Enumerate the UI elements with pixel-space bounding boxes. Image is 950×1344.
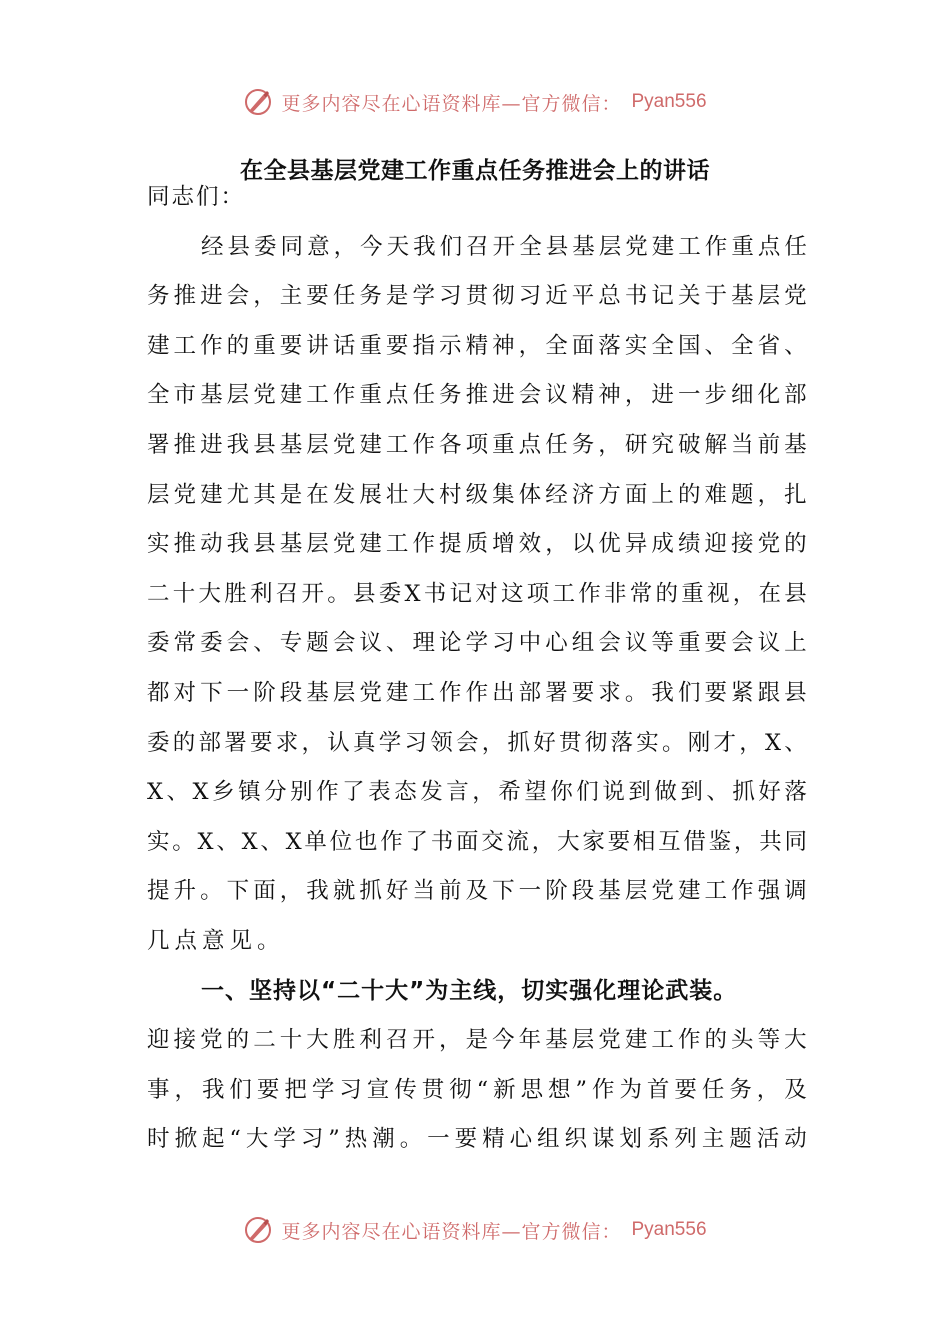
document-title: 在全县基层党建工作重点任务推进会上的讲话 xyxy=(240,158,710,184)
text-line: 提 升 。 下 面 ， 我 就 抓 好 当 前 及 下 一 阶 段 基 层 党 建 工 作 强 调 xyxy=(147,878,807,905)
section-heading: 一、坚持以“二十大”为主线，切实强化理论武装。 xyxy=(201,977,738,1004)
text-line: 建 工 作 的 重 要 讲 话 重 要 指 示 精 神 ， 全 面 落 实 全 国 、 全 省 、 xyxy=(147,332,807,359)
watermark-handle: Pyan556 xyxy=(631,91,707,112)
text-line: 都 对 下 一 阶 段 基 层 党 建 工 作 作 出 部 署 要 求 。 我 们 要 紧 跟 县 xyxy=(147,679,807,706)
text-line: 署 推 进 我 县 基 层 党 建 工 作 各 项 重 点 任 务 ， 研 究 破 解 当 前 基 xyxy=(147,431,807,458)
text-line: 经 县 委 同 意 ， 今 天 我 们 召 开 全 县 基 层 党 建 工 作 重 点 任 xyxy=(201,233,807,260)
text-line: 委 常 委 会 、 专 题 会 议 、 理 论 学 习 中 心 组 会 议 等 重 要 会 议 上 xyxy=(147,630,807,657)
text-line: 二 十 大 胜 利 召 开 。 县 委 X 书 记 对 这 项 工 作 非 常 的 重 视 ， 在 县 xyxy=(147,580,807,607)
document-body xyxy=(147,173,807,1165)
salutation: 同志们： xyxy=(147,184,246,210)
text-line: 全 市 基 层 党 建 工 作 重 点 任 务 推 进 会 议 精 神 ， 进 一 步 细 化 部 xyxy=(147,382,807,409)
text-line: 事 ， 我 们 要 把 学 习 宣 传 贯 彻 “ 新 思 想 ” 作 为 首 要 任 务 ， 及 xyxy=(147,1076,807,1103)
text-line: 实 推 动 我 县 基 层 党 建 工 作 提 质 增 效 ， 以 优 异 成 绩 迎 接 党 的 xyxy=(147,531,807,558)
text-line: X 、 X 乡 镇 分 别 作 了 表 态 发 言 ， 希 望 你 们 说 到 做 到 、 抓 好 落 xyxy=(147,779,807,806)
watermark-text: 更多内容尽在心语资料库—官方微信： xyxy=(281,92,622,115)
paragraph-lines xyxy=(147,223,807,1165)
pen-logo-icon xyxy=(243,1215,273,1245)
text-line: 委 的 部 署 要 求 ， 认 真 学 习 领 会 ， 抓 好 贯 彻 落 实 。 刚 才 ， X 、 xyxy=(147,729,807,756)
text-line: 实 。 X 、 X 、 X 单 位 也 作 了 书 面 交 流 ， 大 家 要 相 互 借 鉴 ， 共 同 xyxy=(147,828,807,855)
watermark-handle: Pyan556 xyxy=(631,1219,707,1240)
text-line: 层 党 建 尤 其 是 在 发 展 壮 大 村 级 集 体 经 济 方 面 上 的 难 题 ， 扎 xyxy=(147,481,807,508)
text-line: 迎 接 党 的 二 十 大 胜 利 召 开 ， 是 今 年 基 层 党 建 工 作 的 头 等 大 xyxy=(147,1027,807,1054)
watermark-header xyxy=(0,82,950,122)
watermark-text: 更多内容尽在心语资料库—官方微信： xyxy=(281,1220,622,1243)
text-line: 几点意见。 xyxy=(147,927,285,954)
pen-logo-icon xyxy=(243,87,273,117)
watermark-footer xyxy=(0,1210,950,1250)
text-line: 务 推 进 会 ， 主 要 任 务 是 学 习 贯 彻 习 近 平 总 书 记 关 于 基 层 党 xyxy=(147,283,807,310)
text-line: 时 掀 起 “ 大 学 习 ” 热 潮 。 一 要 精 心 组 织 谋 划 系 列 主 题 活 动 xyxy=(147,1126,807,1153)
